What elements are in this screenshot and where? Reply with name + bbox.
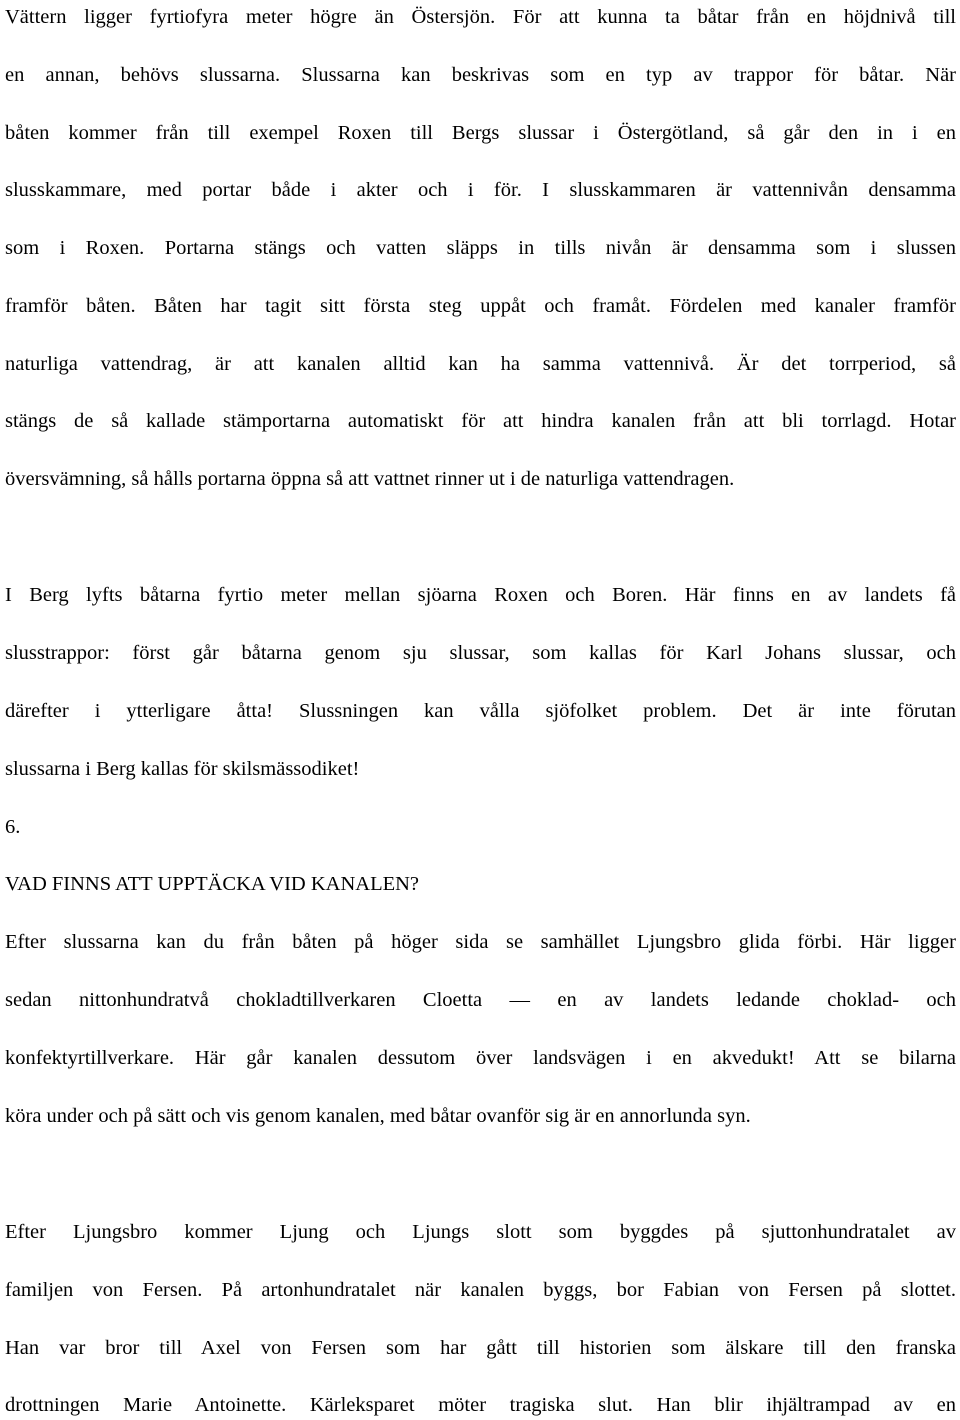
paragraph-2-line-2: slusstrappor: först går båtarna genom sju slussar, som kallas för Karl Johans slussar, och — [5, 642, 956, 664]
paragraph-4-line-1: Efter Ljungsbro kommer Ljung och Ljungs slott som byggdes på sjuttonhundratalet av — [5, 1221, 956, 1243]
paragraph-2-line-1: I Berg lyfts båtarna fyrtio meter mellan sjöarna Roxen och Boren. Här finns en av landets få — [5, 584, 956, 606]
paragraph-1-line-3: båten kommer från till exempel Roxen till Bergs slussar i Östergötland, så går den in i en — [5, 122, 956, 144]
paragraph-3-line-4: köra under och på sätt och vis genom kanalen, med båtar ovanför sig är en annorlunda syn. — [5, 1105, 751, 1127]
paragraph-4-line-4: drottningen Marie Antoinette. Kärleksparet möter tragiska slut. Han blir ihjältrampad av en — [5, 1394, 956, 1416]
paragraph-1-line-9: översvämning, så hålls portarna öppna så att vattnet rinner ut i de naturliga vattendragen. — [5, 468, 735, 490]
paragraph-3-line-1: Efter slussarna kan du från båten på höger sida se samhället Ljungsbro glida förbi. Här ligger — [5, 931, 956, 953]
paragraph-1-line-1: Vättern ligger fyrtiofyra meter högre än Östersjön. För att kunna ta båtar från en höjdnivå till — [5, 6, 956, 28]
paragraph-1-line-2: en annan, behövs slussarna. Slussarna kan beskrivas som en typ av trappor för båtar. När — [5, 64, 956, 86]
paragraph-2-line-4: slussarna i Berg kallas för skilsmässodiket! — [5, 758, 360, 780]
paragraph-1-line-5: som i Roxen. Portarna stängs och vatten släpps in tills nivån är densamma som i slussen — [5, 237, 956, 259]
paragraph-4-line-2: familjen von Fersen. På artonhundratalet när kanalen byggs, bor Fabian von Fersen på slottet. — [5, 1279, 956, 1301]
paragraph-3-line-2: sedan nittonhundratvå chokladtillverkaren Cloetta — en av landets ledande choklad- och — [5, 989, 956, 1011]
paragraph-1-line-7: naturliga vattendrag, är att kanalen alltid kan ha samma vattennivå. Är det torrperiod, så — [5, 353, 956, 375]
section-number: 6. — [5, 816, 21, 838]
paragraph-1-line-4: slusskammare, med portar både i akter och i för. I slusskammaren är vattennivån densamma — [5, 179, 956, 201]
paragraph-2-line-3: därefter i ytterligare åtta! Slussningen kan vålla sjöfolket problem. Det är inte förutan — [5, 700, 956, 722]
section-heading: VAD FINNS ATT UPPTÄCKA VID KANALEN? — [5, 873, 420, 895]
paragraph-3-line-3: konfektyrtillverkare. Här går kanalen dessutom över landsvägen i en akvedukt! Att se bilarna — [5, 1047, 956, 1069]
paragraph-1-line-6: framför båten. Båten har tagit sitt första steg uppåt och framåt. Fördelen med kanaler framför — [5, 295, 956, 317]
paragraph-1-line-8: stängs de så kallade stämportarna automatiskt för att hindra kanalen från att bli torrlagd. Hotar — [5, 410, 956, 432]
paragraph-4-line-3: Han var bror till Axel von Fersen som har gått till historien som älskare till den franska — [5, 1337, 956, 1359]
